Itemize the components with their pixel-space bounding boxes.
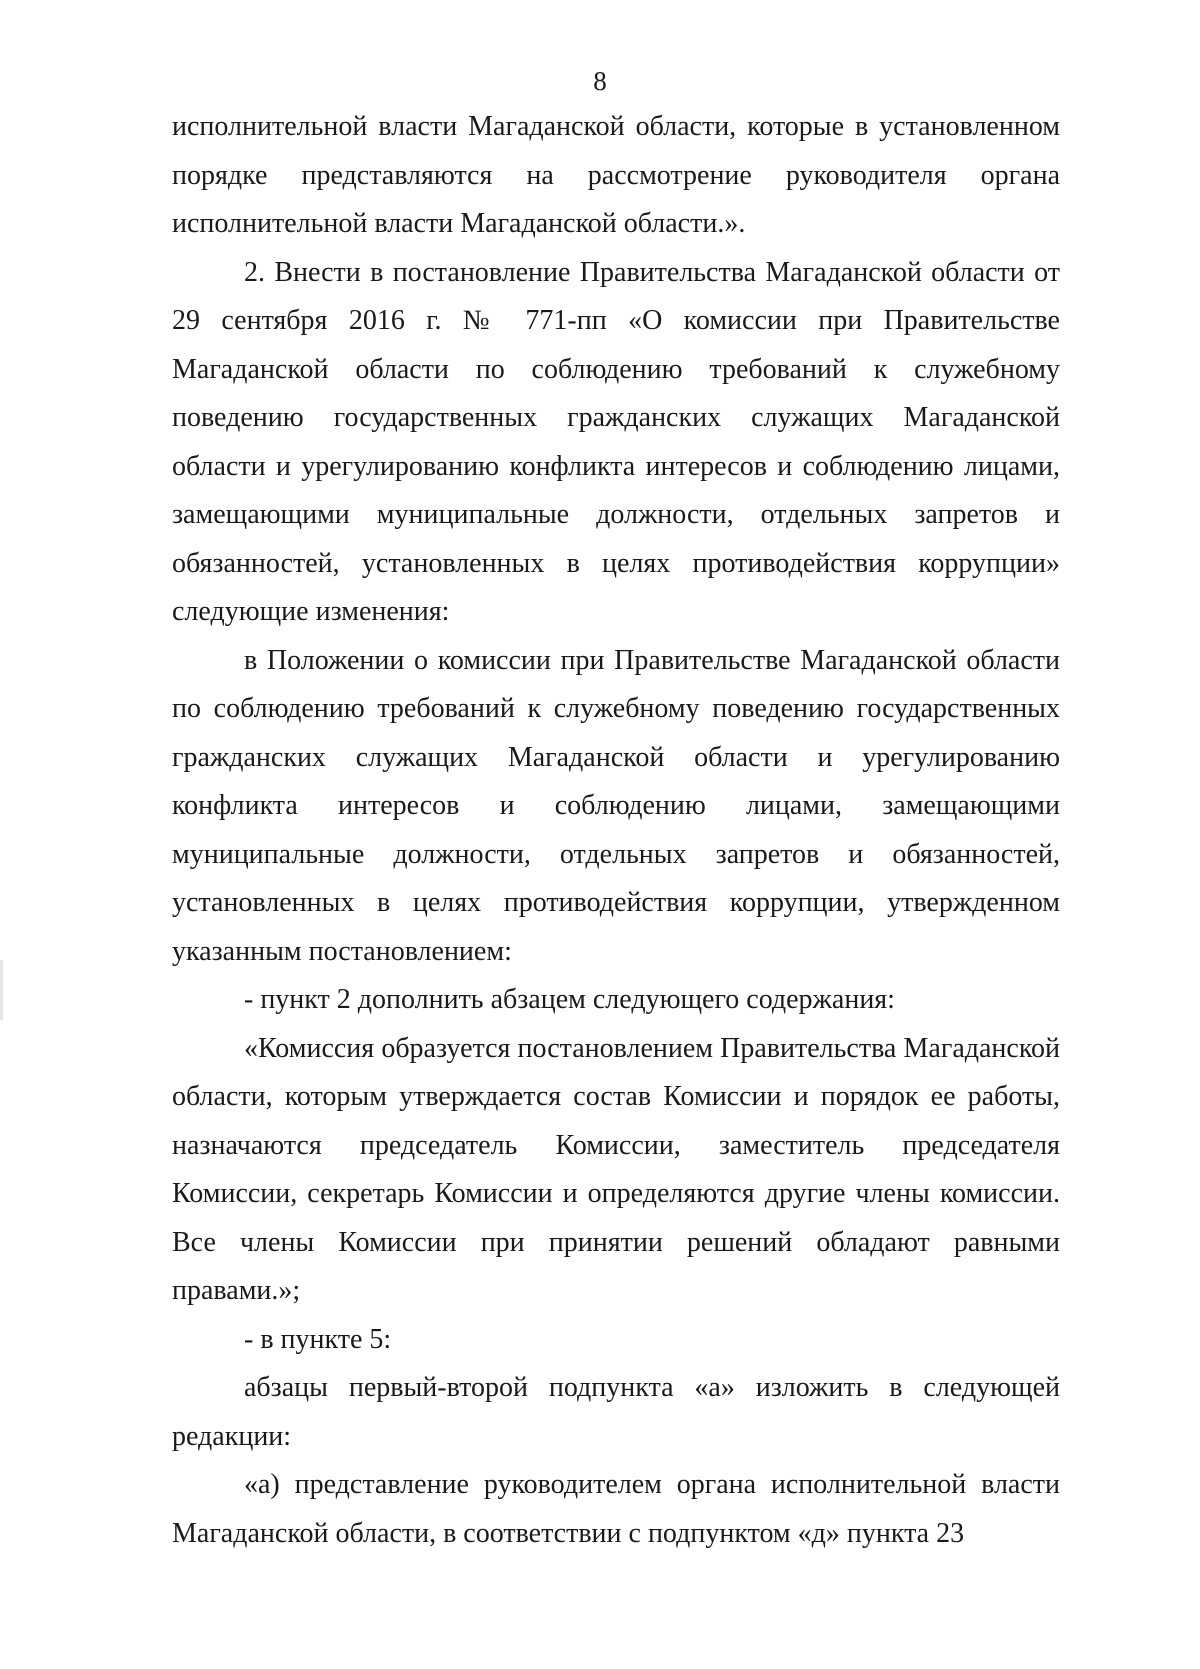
paragraph-quoted-commission: «Комиссия образуется постановлением Правительства Магаданской области, которым утверждается состав Комиссии и порядок ее работы, назначаются председатель Комиссии, заместитель председателя Комиссии, секретарь Комиссии и определяются другие члены комиссии. Все члены Комиссии при принятии решений обладают равными правами.»; [172, 1032, 1060, 1306]
paragraph-continuation: исполнительной власти Магаданской области, которые в установленном порядке представляются на рассмотрение руководителя органа исполнительной власти Магаданской области.». [172, 111, 1060, 239]
paragraph-item-2: 2. Внести в постановление Правительства Магаданской области от 29 сентября 2016 г. № 771-пп «О комиссии при Правительстве Магаданской области по соблюдению требований к служебному поведению государственных гражданских служащих Магаданской области и урегулированию конфликта интересов и соблюдению лицами, замещающими муниципальные должности, отдельных запретов и обязанностей, установленных в целях противодействия коррупции» следующие изменения: [172, 256, 1060, 627]
paragraph-point-5: - в пункте 5: [244, 1323, 392, 1355]
paragraph-regulation-amendment: в Положении о комиссии при Правительстве Магаданской области по соблюдению требований к служебному поведению государственных гражданских служащих Магаданской области и урегулированию конфликта интересов и соблюдению лицами, замещающими муниципальные должности, отдельных запретов и обязанностей, установленных в целях противодействия коррупции, утвержденном указанным постановлением: [172, 644, 1060, 967]
paragraph-subpoint-a-revision: абзацы первый-второй подпункта «а» изложить в следующей редакции: [172, 1372, 1060, 1452]
scan-edge-mark [0, 960, 3, 1020]
paragraph-quoted-subpoint-a: «а) представление руководителем органа исполнительной власти Магаданской области, в соответствии с подпунктом «д» пункта 23 [172, 1469, 1060, 1549]
paragraph-point-2-addition: - пункт 2 дополнить абзацем следующего содержания: [244, 984, 895, 1015]
page-number: 8 [593, 66, 607, 96]
document-body [172, 103, 1060, 1558]
